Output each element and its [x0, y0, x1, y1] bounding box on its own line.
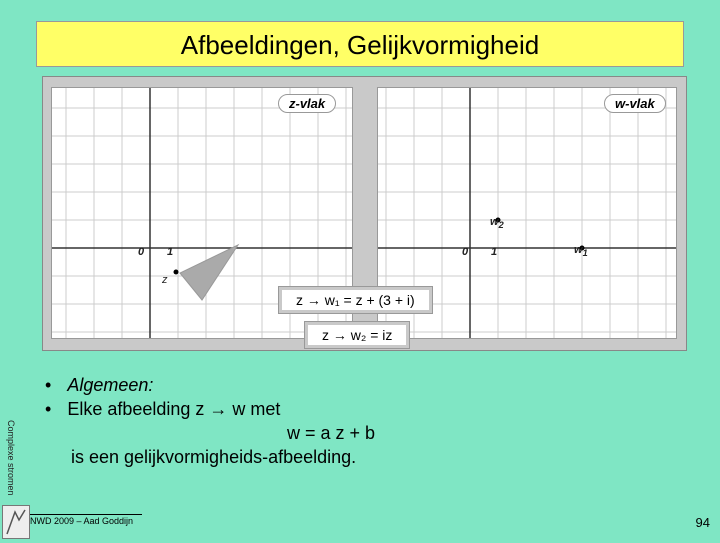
bullet-text-4: is een gelijkvormigheids-afbeelding. — [71, 447, 357, 467]
w1-letter: w — [574, 244, 583, 256]
side-caption: Complexe stromen — [6, 420, 16, 496]
formula-translation: z → w₁ = z + (3 + i) — [279, 287, 432, 313]
bullet-item — [45, 373, 375, 397]
bullet-text-2: Elke afbeelding z → w met — [67, 399, 281, 419]
footer-divider — [30, 514, 142, 515]
equation-line: w = a z + b — [287, 423, 376, 443]
footer-text: NWD 2009 – Aad Goddijn — [30, 516, 134, 526]
w2-letter: w — [490, 216, 499, 228]
page-number: 94 — [695, 515, 710, 530]
bullet-text-1: Algemeen: — [67, 375, 154, 395]
z-origin-label: 0 — [138, 246, 145, 258]
z-plane-label: z-vlak — [278, 94, 336, 113]
logo-icon — [2, 505, 30, 539]
bullet-item — [45, 397, 375, 421]
z-point-label: z — [162, 274, 168, 286]
w-one-label: 1 — [491, 246, 498, 258]
w1-label — [574, 244, 588, 258]
slide-title: Afbeeldingen, Gelijkvormigheid — [36, 21, 684, 67]
bullet-dot: • — [45, 399, 52, 419]
z-one-label: 1 — [167, 246, 174, 258]
w2-subscript: 2 — [498, 220, 504, 231]
formula-rotation: z → w₂ = iz — [305, 322, 409, 348]
w1-subscript: 1 — [582, 248, 588, 259]
figure-panel — [42, 76, 687, 351]
bullet-dot: • — [45, 375, 52, 395]
bullet-list — [45, 373, 375, 469]
w-plane-label: w-vlak — [604, 94, 666, 113]
w-origin-label: 0 — [462, 246, 469, 258]
w2-label — [490, 216, 504, 230]
